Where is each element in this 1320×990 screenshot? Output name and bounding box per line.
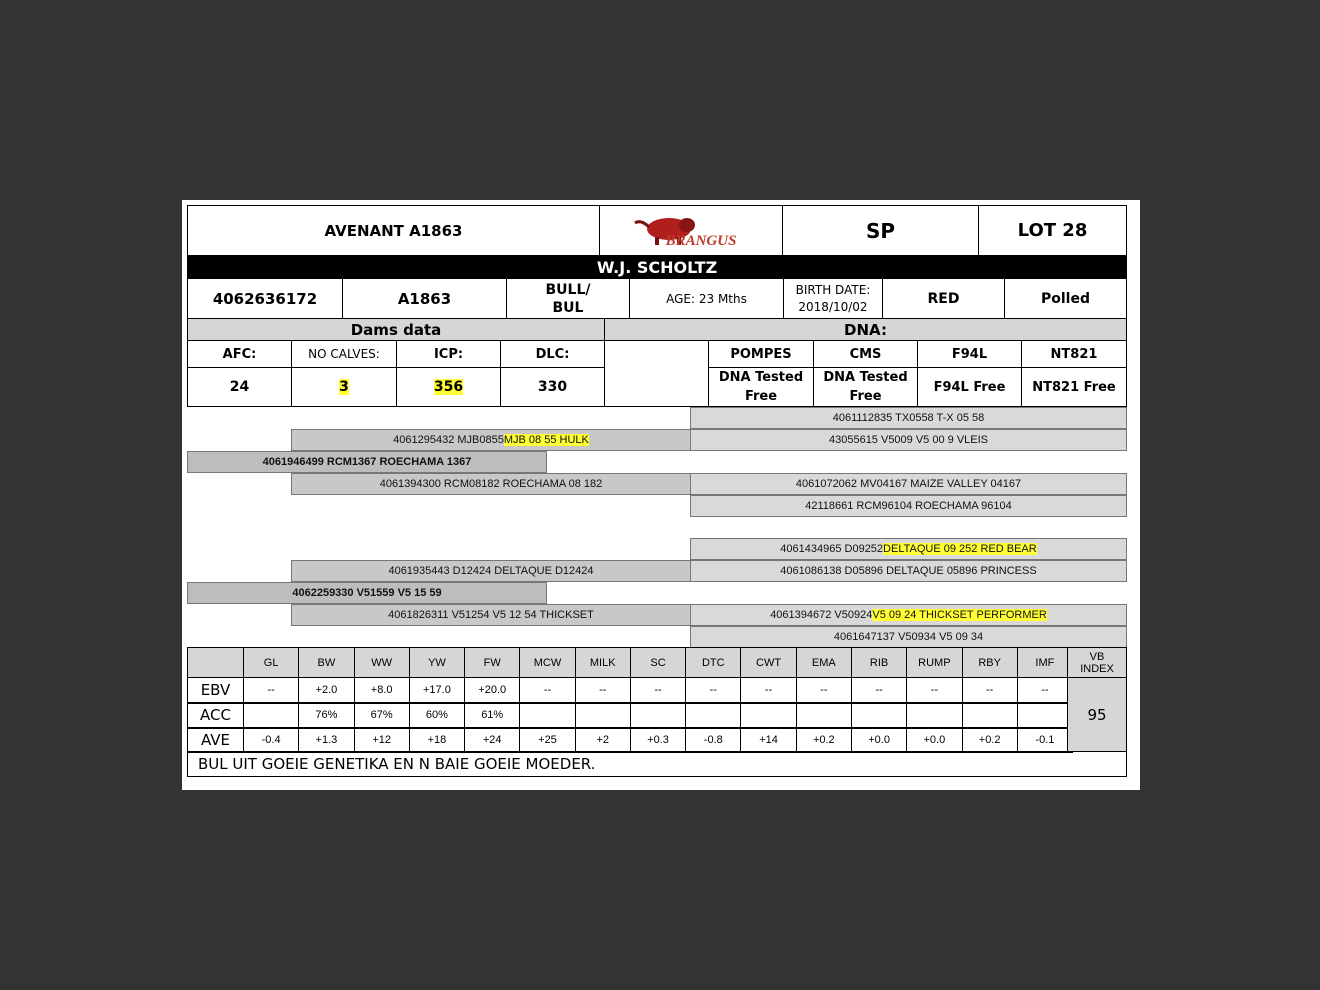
ebv-col-header: BW (298, 647, 354, 678)
no-calves-value: 3 (291, 367, 397, 407)
ebv-cell: -0.8 (685, 727, 741, 753)
pedigree-sire-dam-dam: 42118661 RCM96104 ROECHAMA 96104 (690, 495, 1127, 517)
ebv-cell: -- (740, 677, 796, 704)
ebv-cell: +0.3 (630, 727, 686, 753)
ebv-cell: 60% (409, 702, 465, 729)
dna-cms-value: DNA Tested Free (813, 367, 918, 407)
comment: BUL UIT GOEIE GENETIKA EN N BAIE GOEIE MOEDER. (187, 751, 1127, 777)
birth-date: BIRTH DATE: 2018/10/02 (783, 278, 883, 319)
ebv-cell: +0.2 (962, 727, 1018, 753)
ebv-cell (630, 702, 686, 729)
logo-text: BRANGUS (665, 232, 737, 249)
ebv-cell: +8.0 (354, 677, 410, 704)
vb-index-label: VB INDEX (1067, 647, 1127, 678)
ebv-cell: +17.0 (409, 677, 465, 704)
ebv-col-header: MILK (575, 647, 631, 678)
ebv-cell: -- (1017, 677, 1073, 704)
ebv-cell: -0.4 (243, 727, 299, 753)
afc-label: AFC: (187, 340, 292, 368)
animal-name: AVENANT A1863 (187, 205, 600, 256)
ebv-cell: -- (962, 677, 1018, 704)
pedigree-sire-dam: 4061394300 RCM08182 ROECHAMA 08 182 (291, 473, 691, 495)
ebv-corner-cell (187, 647, 244, 678)
ebv-cell: 76% (298, 702, 354, 729)
icp-value: 356 (396, 367, 501, 407)
pedigree-sire-sire: 4061295432 MJB0855 MJB 08 55 HULK (291, 429, 691, 451)
ebv-cell: -- (630, 677, 686, 704)
ebv-cell: 61% (464, 702, 520, 729)
ebv-cell (575, 702, 631, 729)
pedigree-dam-sire: 4061935443 D12424 DELTAQUE D12424 (291, 560, 691, 582)
dna-pompes-label: POMPES (708, 340, 814, 368)
ebv-col-header: EMA (796, 647, 852, 678)
ebv-cell: +20.0 (464, 677, 520, 704)
ebv-cell (851, 702, 907, 729)
dna-nt821-value: NT821 Free (1021, 367, 1127, 407)
ebv-cell: -- (243, 677, 299, 704)
ebv-col-header: RIB (851, 647, 907, 678)
pedigree-sire: 4061946499 RCM1367 ROECHAMA 1367 (187, 451, 547, 473)
ebv-cell: 67% (354, 702, 410, 729)
ebv-cell (519, 702, 575, 729)
ebv-cell: +25 (519, 727, 575, 753)
age: AGE: 23 Mths (629, 278, 784, 319)
dna-f94l-value: F94L Free (917, 367, 1022, 407)
dna-blank-cell (604, 340, 709, 407)
ebv-cell: -- (519, 677, 575, 704)
ebv-cell: +14 (740, 727, 796, 753)
ebv-cell (796, 702, 852, 729)
pedigree-sire-sire-dam: 43055615 V5009 V5 00 9 VLEIS (690, 429, 1127, 451)
no-calves-label: NO CALVES: (291, 340, 397, 368)
dna-f94l-label: F94L (917, 340, 1022, 368)
ebv-cell (243, 702, 299, 729)
animal-tag: A1863 (342, 278, 507, 319)
afc-value: 24 (187, 367, 292, 407)
sex: BULL/ BUL (506, 278, 630, 319)
colour: RED (882, 278, 1005, 319)
pedigree-dam: 4062259330 V51559 V5 15 59 (187, 582, 547, 604)
ebv-col-header: YW (409, 647, 465, 678)
dna-pompes-value: DNA Tested Free (708, 367, 814, 407)
ebv-cell (685, 702, 741, 729)
pedigree-sire-dam-sire: 4061072062 MV04167 MAIZE VALLEY 04167 (690, 473, 1127, 495)
id-number: 4062636172 (187, 278, 343, 319)
ebv-cell: -- (851, 677, 907, 704)
horn-status: Polled (1004, 278, 1127, 319)
ebv-col-header: SC (630, 647, 686, 678)
ebv-cell (906, 702, 962, 729)
dlc-label: DLC: (500, 340, 605, 368)
pedigree-sire-sire-sire: 4061112835 TX0558 T-X 05 58 (690, 407, 1127, 429)
ebv-col-header: CWT (740, 647, 796, 678)
ebv-cell: -- (796, 677, 852, 704)
ebv-col-header: FW (464, 647, 520, 678)
lot-card (182, 200, 1140, 790)
icp-label: ICP: (396, 340, 501, 368)
ebv-cell: +12 (354, 727, 410, 753)
ebv-cell: +2.0 (298, 677, 354, 704)
sp-label: SP (782, 205, 979, 256)
pedigree-dam-sire-sire: 4061434965 D09252 DELTAQUE 09 252 RED BEAR (690, 538, 1127, 560)
ebv-cell: +0.2 (796, 727, 852, 753)
breeder-name: W.J. SCHOLTZ (187, 255, 1127, 279)
ebv-cell: -- (575, 677, 631, 704)
ebv-col-header: RBY (962, 647, 1018, 678)
pedigree-dam-sire-dam: 4061086138 D05896 DELTAQUE 05896 PRINCESS (690, 560, 1127, 582)
lot-number: LOT 28 (978, 205, 1127, 256)
dna-cms-label: CMS (813, 340, 918, 368)
ebv-cell (740, 702, 796, 729)
bull-logo-icon (631, 211, 751, 251)
ebv-cell: -0.1 (1017, 727, 1073, 753)
ebv-cell: +0.0 (851, 727, 907, 753)
dna-title: DNA: (604, 318, 1127, 341)
pedigree-dam-dam-dam: 4061647137 V50934 V5 09 34 (690, 626, 1127, 648)
vb-index-value: 95 (1067, 677, 1127, 752)
ebv-col-header: RUMP (906, 647, 962, 678)
ebv-col-header: DTC (685, 647, 741, 678)
ebv-col-header: IMF (1017, 647, 1073, 678)
dna-nt821-label: NT821 (1021, 340, 1127, 368)
ebv-cell: +24 (464, 727, 520, 753)
dlc-value: 330 (500, 367, 605, 407)
ebv-cell: -- (906, 677, 962, 704)
dams-title: Dams data (187, 318, 605, 341)
brangus-logo (599, 205, 783, 256)
ebv-cell (962, 702, 1018, 729)
ebv-row-label: AVE (187, 727, 244, 753)
ebv-cell: +0.0 (906, 727, 962, 753)
ebv-col-header: MCW (519, 647, 575, 678)
ebv-col-header: GL (243, 647, 299, 678)
ebv-cell: +2 (575, 727, 631, 753)
ebv-cell (1017, 702, 1073, 729)
ebv-cell: -- (685, 677, 741, 704)
ebv-cell: +1.3 (298, 727, 354, 753)
pedigree-dam-dam: 4061826311 V51254 V5 12 54 THICKSET (291, 604, 691, 626)
ebv-row-label: ACC (187, 702, 244, 729)
ebv-row-label: EBV (187, 677, 244, 704)
pedigree-dam-dam-sire: 4061394672 V50924 V5 09 24 THICKSET PERFORMER (690, 604, 1127, 626)
ebv-col-header: WW (354, 647, 410, 678)
ebv-cell: +18 (409, 727, 465, 753)
